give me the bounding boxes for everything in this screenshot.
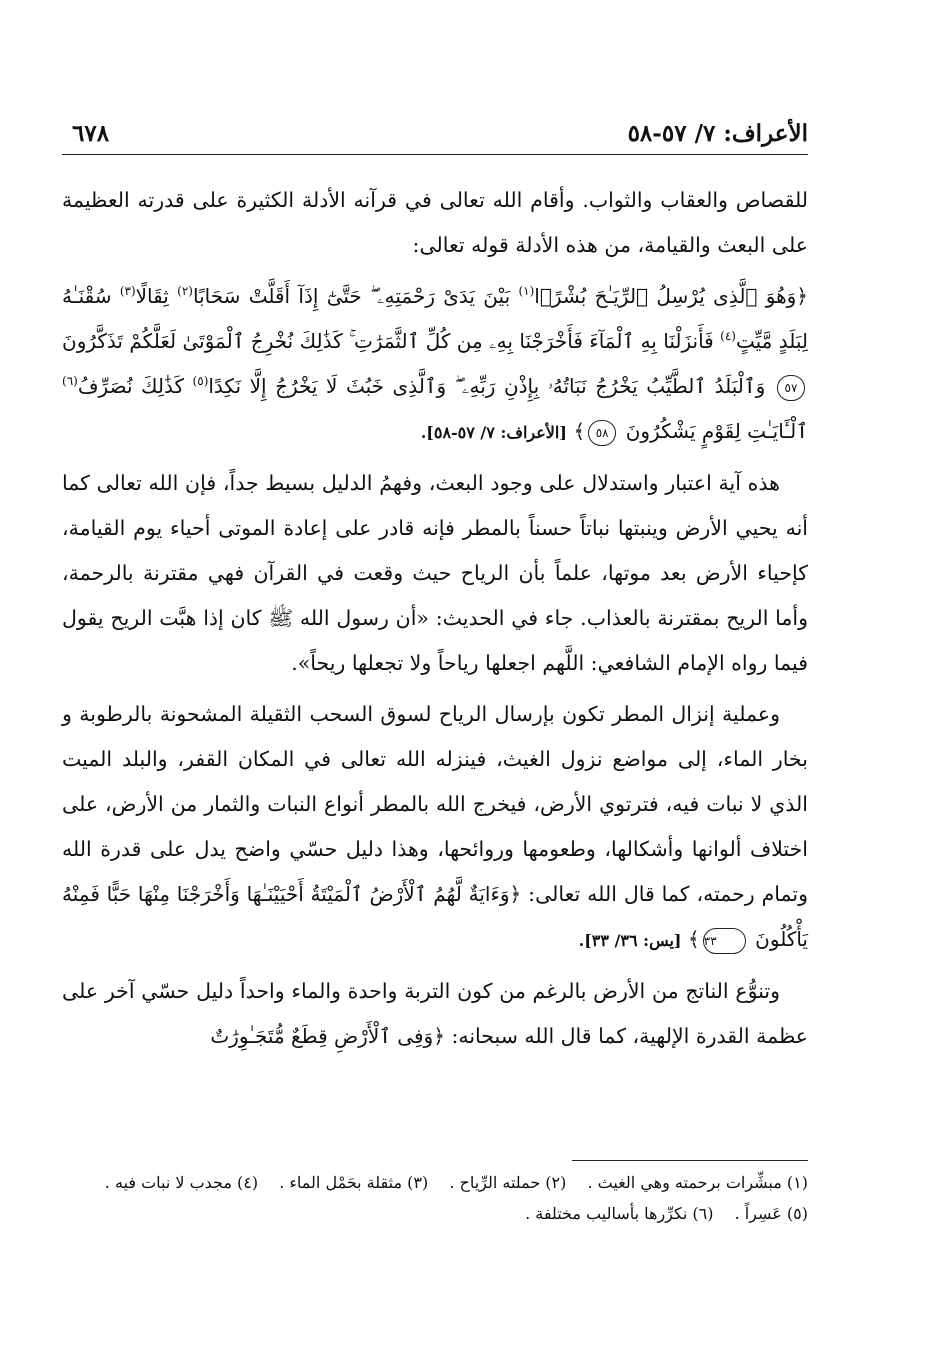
verse-open-bracket: ﴿ [796, 284, 808, 308]
paragraph-text: وعملية إنزال المطر تكون بإرسال الرياح لسوق السحب الثقيلة المشحونة بالرطوبة و بخار الماء، إلى مواضع نزول الغيث، فينزله الله تعالى في المكان القفر، والبلد الميت الذي لا نبات فيه، فترتوي الأرض، فيخرج الله بالمطر أنواع النبات والثمار من الأرض، على اختلاف ألوانها وأشكالها، وطعومها وروائحها، وهذا دليل حسّي واضح يدل على قدرة الله وتمام رحمته، كما قال الله تعالى: [62, 702, 808, 906]
footnote-item: (٦) نكرِّرها بأساليب مختلفة . [525, 1204, 714, 1223]
paragraph-diversity [62, 969, 808, 1059]
footnote-item: (٥) عَسِراً . [734, 1204, 808, 1223]
body-text [62, 178, 808, 1059]
footnote-marker: (٥) [192, 374, 209, 389]
verse-segment: وَٱلْبَلَدُ ٱلطَّيِّبُ يَخْرُجُ نَبَاتُهُۥ بِإِذْنِ رَبِّهِۦ ۖ وَٱلَّذِى خَبُثَ لَا يَخْرُجُ إِلَّا نَكِدًا [208, 374, 766, 398]
verse-segment: فَأَنزَلْنَا بِهِ ٱلْمَآءَ فَأَخْرَجْنَا بِهِۦ مِن كُلِّ ٱلثَّمَرَٰتِ ۚ كَذَٰلِكَ نُخْرِجُ ٱلْمَوْتَىٰ لَعَلَّكُمْ تَذَكَّرُونَ [62, 329, 721, 353]
verse-segment: وَهُوَ ٱلَّذِى يُرْسِلُ ٱلرِّيَـٰحَ بُشْرًۢا [534, 284, 797, 308]
footnote-marker: (٢) [177, 284, 193, 299]
footnotes [62, 1160, 808, 1229]
verse-close-bracket: ﴾ [688, 927, 700, 951]
footnote-marker: (١) [518, 284, 535, 299]
paragraph-text: وتنوُّع الناتج من الأرض بالرغم من كون التربة واحدة والماء واحداً دليل حسّي آخر على عظمة القدرة الإلهية، كما قال الله سبحانه: [62, 979, 808, 1048]
quran-verse-araf [62, 274, 808, 455]
ayah-number-marker: ٣٣ [703, 928, 746, 954]
running-header [62, 108, 808, 155]
footnote-item: (٣) مثقلة بحَمْل الماء . [279, 1173, 429, 1192]
verse-segment: بَيْنَ يَدَىْ رَحْمَتِهِۦ ۖ حَتَّىٰٓ إِذَآ أَقَلَّتْ سَحَابًا [192, 284, 519, 308]
quran-verse-yasin: وَءَايَةٌ لَّهُمُ ٱلْأَرْضُ ٱلْمَيْتَةُ أَحْيَيْنَـٰهَا وَأَخْرَجْنَا مِنْهَا حَبًّا فَمِنْهُ يَأْكُلُونَ [62, 882, 808, 951]
verse-citation: [الأعراف: ٧/ ٥٧-٥٨]. [420, 423, 567, 442]
footnote-line [62, 1167, 808, 1198]
document-page [62, 0, 808, 1369]
footnote-marker: (٤) [720, 329, 736, 344]
footnote-divider [572, 1160, 808, 1161]
verse-close-bracket: ﴾ [573, 419, 586, 443]
footnote-item: (٢) حملته الرِّياح . [449, 1173, 567, 1192]
footnote-item: (١) مبشِّرات برحمته وهي الغيث . [587, 1173, 808, 1192]
paragraph-intro: للقصاص والعقاب والثواب. وأقام الله تعالى في قرآنه الأدلة الكثيرة على قدرته العظيمة على البعث والقيامة، من هذه الأدلة قوله تعالى: [62, 188, 808, 257]
verse-segment: كَذَٰلِكَ نُصَرِّفُ [77, 374, 193, 398]
footnote-marker: (٣) [119, 284, 136, 299]
verse-citation: [يس: ٣٦/ ٣٣]. [578, 931, 682, 950]
footnote-line [62, 1198, 808, 1229]
verse-segment: سُقْنَـٰهُ لِبَلَدٍ مَّيِّتٍ [62, 284, 808, 353]
page-number: ٦٧٨ [72, 120, 110, 147]
surah-reference-title: الأعراف: ٧/ ٥٧-٥٨ [627, 120, 808, 147]
verse-segment: ثِقَالًا [135, 284, 178, 308]
paragraph-rain-process [62, 692, 808, 963]
quran-verse-raad: وَفِى ٱلْأَرْضِ قِطَعٌ مُّتَجَـٰوِرَٰتٌ [210, 1024, 434, 1048]
verse-open-bracket: ﴿ [433, 1024, 445, 1048]
ayah-number-marker: ٥٧ [777, 375, 805, 401]
footnote-marker: (٦) [62, 374, 78, 389]
footnote-item: (٤) مجدب لا نبات فيه . [104, 1173, 259, 1192]
paragraph-explanation: هذه آية اعتبار واستدلال على وجود البعث، وفهمُ الدليل بسيط جداً، فإن الله تعالى كما أنه يحيي الأرض وينبتها نباتاً حسناً بالمطر فإنه قادر على إعادة الموتى أحياء يوم القيامة، كإحياء الأرض بعد موتها، علماً بأن الرياح حيث وقعت في القرآن فهي مقترنة بالرحمة، وأما الريح بمقترنة بالعذاب. جاء في الحديث: «أن رسول الله ﷺ كان إذا هبَّت الريح يقول فيما رواه الإمام الشافعي: اللَّهم اجعلها رياحاً ولا تجعلها ريحاً». [62, 471, 808, 675]
verse-segment: ٱلْـَٔايَـٰتِ لِقَوْمٍ يَشْكُرُونَ [625, 419, 808, 443]
verse-open-bracket: ﴿ [509, 882, 522, 906]
ayah-number-marker: ٥٨ [588, 420, 616, 446]
